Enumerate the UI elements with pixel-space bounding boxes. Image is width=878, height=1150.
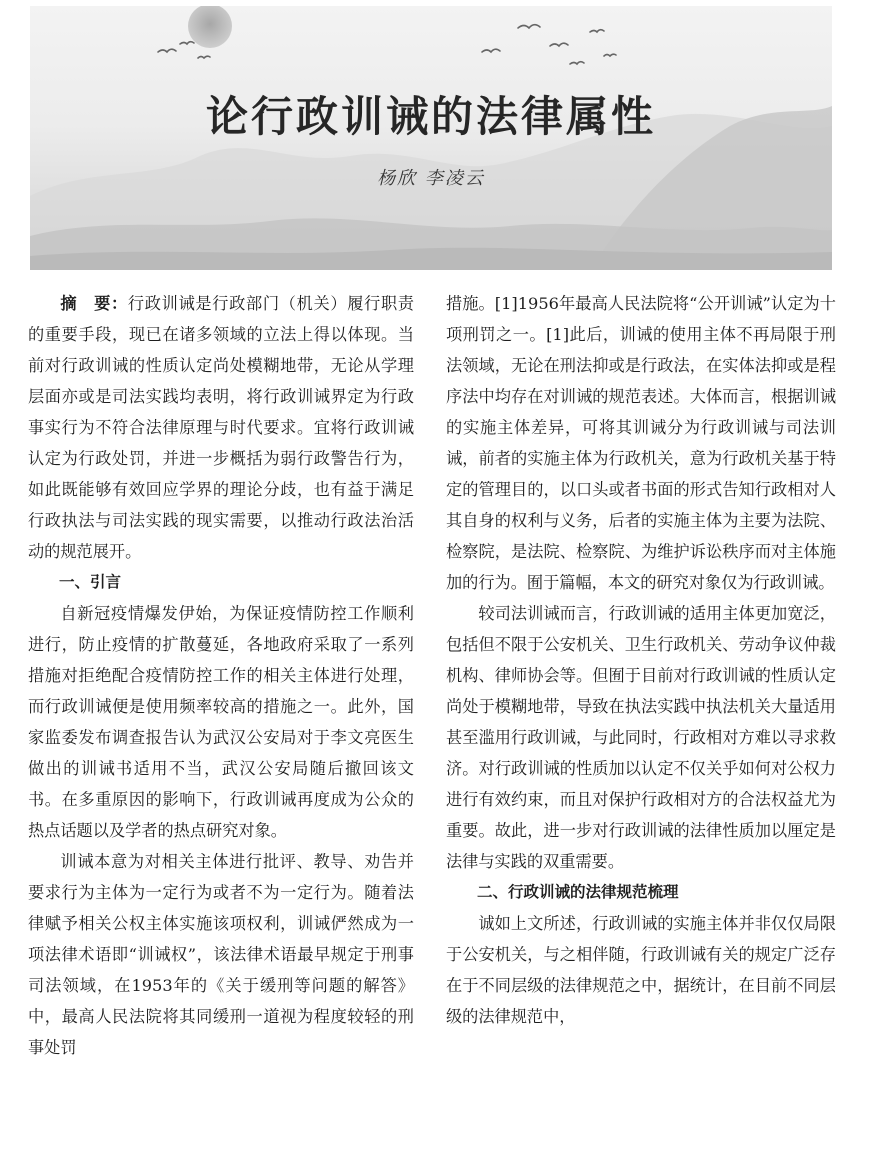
article-title: 论行政训诫的法律属性 <box>205 92 656 141</box>
section-heading-introduction: 一、引言 <box>59 573 122 591</box>
abstract-label: 摘 要： <box>60 294 128 313</box>
left-column <box>28 288 414 1063</box>
body-paragraph: 自新冠疫情爆发伊始，为保证疫情防控工作顺利进行，防止疫情的扩散蔓延，各地政府采取了一系列措施对拒绝配合疫情防控工作的相关主体进行处理，而行政训诫便是使用频率较高的措施之一。此外，国家监委发布调查报告认为武汉公安局对于李文亮医生做出的训诫书适用不当，武汉公安局随后撤回该文书。在多重原因的影响下，行政训诫再度成为公众的热点话题以及学者的热点研究对象。 <box>28 604 414 840</box>
body-paragraph: 诚如上文所述，行政训诫的实施主体并非仅仅局限于公安机关，与之相伴随，行政训诫有关的规定广泛存在于不同层级的法律规范之中，据统计，在目前不同层级的法律规范中， <box>446 914 836 1026</box>
abstract-text: 行政训诫是行政部门（机关）履行职责的重要手段，现已在诸多领域的立法上得以体现。当前对行政训诫的性质认定尚处模糊地带，无论从学理层面亦或是司法实践均表明，将行政训诫界定为行政事实行为不符合法律原理与时代要求。宜将行政训诫认定为行政处罚，并进一步概括为弱行政警告行为，如此既能够有效回应学界的理论分歧，也有益于满足行政执法与司法实践的现实需要，以推动行政法治活动的规范展开。 <box>28 294 414 561</box>
header-banner <box>30 6 832 270</box>
right-column <box>446 288 836 1032</box>
section-heading-legal-norms: 二、行政训诫的法律规范梳理 <box>477 883 679 901</box>
body-paragraph: 训诫本意为对相关主体进行批评、教导、劝告并要求行为主体为一定行为或者不为一定行为。随着法律赋予相关公权主体实施该项权利，训诫俨然成为一项法律术语即“训诫权”，该法律术语最早规定于刑事司法领域，在1953年的《关于缓刑等问题的解答》中，最高人民法院将其同缓刑一道视为程度较轻的刑事处罚 <box>28 852 414 1057</box>
article-authors: 杨欣 李凌云 <box>377 168 485 189</box>
body-paragraph: 较司法训诫而言，行政训诫的适用主体更加宽泛，包括但不限于公安机关、卫生行政机关、劳动争议仲裁机构、律师协会等。但囿于目前对行政训诫的性质认定尚处于模糊地带，导致在执法实践中执法机关大量适用甚至滥用行政训诫，与此同时，行政相对方难以寻求救济。对行政训诫的性质加以认定不仅关乎如何对公权力进行有效约束，而且对保护行政相对方的合法权益尤为重要。故此，进一步对行政训诫的法律性质加以厘定是法律与实践的双重需要。 <box>446 604 836 871</box>
abstract-paragraph <box>28 288 414 567</box>
body-paragraph-continued: 措施。[1]1956年最高人民法院将“公开训诫”认定为十项刑罚之一。[1]此后，训诫的使用主体不再局限于刑法领域，无论在刑法抑或是行政法，在实体法抑或是程序法中均存在对训诫的规范表述。大体而言，根据训诫的实施主体差异，可将其训诫分为行政训诫与司法训诫，前者的实施主体为行政机关，意为行政机关基于特定的管理目的，以口头或者书面的形式告知行政相对人其自身的权利与义务，后者的实施主体为主要为法院、检察院，是法院、检察院、为维护诉讼秩序而对主体施加的行为。囿于篇幅，本文的研究对象仅为行政训诫。 <box>446 294 836 592</box>
sun-circle <box>188 6 232 48</box>
